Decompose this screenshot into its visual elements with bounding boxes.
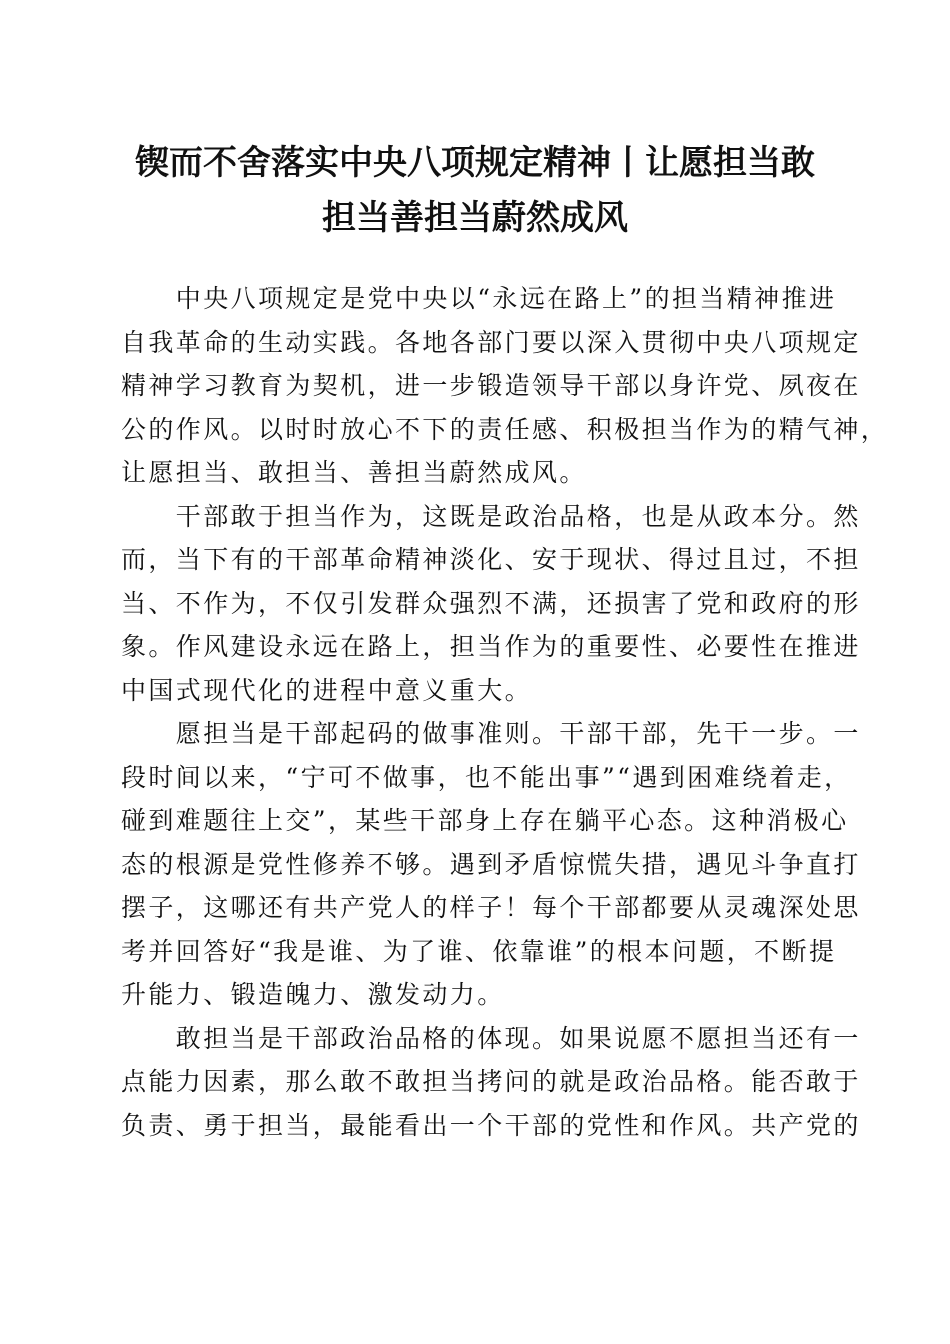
- text-line: 点能力因素，那么敢不敢担当拷问的就是政治品格。能否敢于: [121, 1067, 861, 1096]
- text-line: 自我革命的生动实践。各地各部门要以深入贯彻中央八项规定: [121, 327, 861, 357]
- text-line: 中国式现代化的进程中意义重大。: [121, 675, 533, 705]
- title-line: 担当善担当蔚然成风: [322, 198, 628, 238]
- text-line: 干部敢于担当作为，这既是政治品格，也是从政本分。然: [121, 501, 861, 531]
- text-line: 碰到难题往上交”，某些干部身上存在躺平心态。这种消极心: [121, 806, 849, 835]
- text-line: 而，当下有的干部革命精神淡化、安于现状、得过且过，不担: [121, 545, 861, 574]
- paragraph: [121, 495, 861, 713]
- paragraph: [121, 277, 889, 495]
- title-line: 锲而不舍落实中央八项规定精神丨让愿担当敢: [135, 143, 815, 183]
- text-line: 精神学习教育为契机，进一步锻造领导干部以身许党、夙夜在: [121, 371, 861, 400]
- text-line: 让愿担当、敢担当、善担当蔚然成风。: [121, 458, 587, 487]
- text-line: 摆子，这哪还有共产党人的样子！每个干部都要从灵魂深处思: [121, 893, 861, 922]
- text-line: 升能力、锻造魄力、激发动力。: [121, 980, 505, 1009]
- text-line: 当、不作为，不仅引发群众强烈不满，还损害了党和政府的形: [121, 588, 861, 618]
- text-line: 象。作风建设永远在路上，担当作为的重要性、必要性在推进: [121, 632, 861, 661]
- text-line: 态的根源是党性修养不够。遇到矛盾惊慌失措，遇见斗争直打: [121, 849, 861, 879]
- document-body: [121, 277, 889, 1147]
- text-line: 负责、勇于担当，最能看出一个干部的党性和作风。共产党的: [121, 1110, 861, 1140]
- text-line: 段时间以来，“宁可不做事，也不能出事”“遇到困难绕着走，: [121, 762, 852, 792]
- text-line: 中央八项规定是党中央以“永远在路上”的担当精神推进: [121, 284, 837, 313]
- text-line: 考并回答好“我是谁、为了谁、依靠谁”的根本问题，不断提: [121, 936, 837, 966]
- text-line: 公的作风。以时时放心不下的责任感、积极担当作为的精气神，: [121, 414, 889, 444]
- document-title: [100, 136, 850, 246]
- text-line: 愿担当是干部起码的做事准则。干部干部，先干一步。一: [121, 719, 861, 748]
- paragraph: [121, 712, 861, 1017]
- text-line: 敢担当是干部政治品格的体现。如果说愿不愿担当还有一: [121, 1023, 861, 1053]
- paragraph: [121, 1017, 861, 1148]
